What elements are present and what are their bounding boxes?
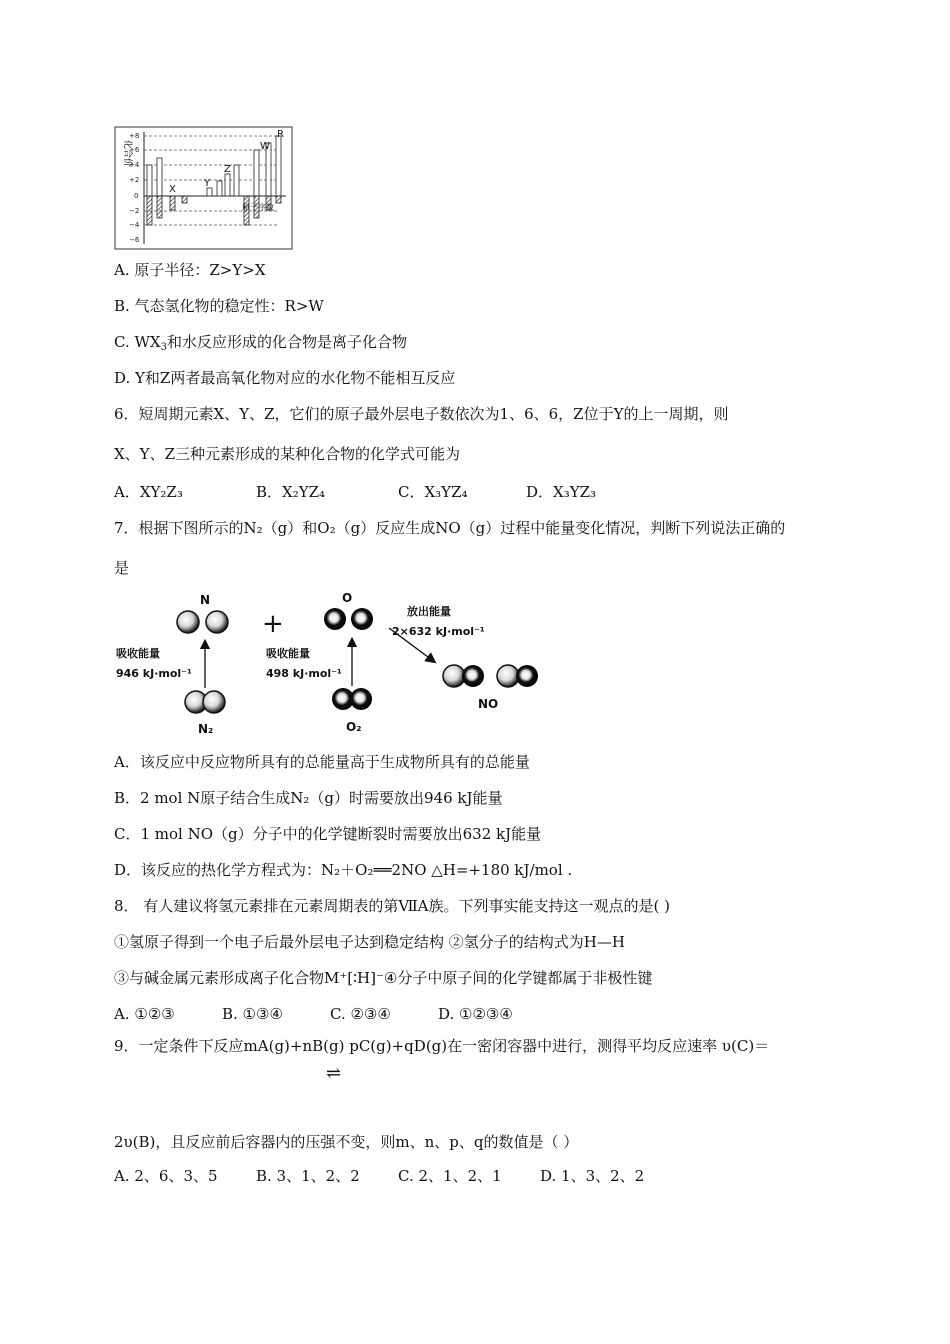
bar-pos — [157, 158, 162, 196]
absorb-energy-value-2: 498 kJ·mol⁻¹ — [266, 667, 342, 680]
bar-pos — [234, 165, 239, 196]
no-molecule-n-atom — [443, 665, 465, 687]
q6-option-d: D．X₃YZ₃ — [526, 483, 597, 501]
bar-pos — [217, 181, 222, 196]
o-atom-label: O — [342, 591, 353, 605]
n-atom — [206, 611, 228, 633]
q9-option-d: D. 1、3、2、2 — [540, 1167, 645, 1185]
q9-option-c: C. 2、1、2、1 — [398, 1167, 502, 1185]
bar-pos — [147, 165, 152, 196]
absorb-energy-label-1: 吸收能量 — [116, 647, 160, 660]
q9-stem-line2: 2υ(B)，且反应前后容器内的压强不变，则m、n、p、q的数值是（ ） — [114, 1133, 579, 1151]
q8-stem: 8． 有人建议将氢元素排在元素周期表的第ⅦA族。下列事实能支持这一观点的是( ) — [114, 897, 670, 915]
label-w: W — [260, 141, 270, 152]
q5-option-b: B. 气态氢化物的稳定性：R>W — [114, 297, 324, 315]
q6-stem-line2: X、Y、Z三种元素形成的某种化合物的化学式可能为 — [114, 445, 461, 463]
q6-option-c: C．X₃YZ₄ — [398, 483, 468, 501]
y-tick-p6: +6 — [129, 146, 140, 154]
q7-stem-line1: 7．根据下图所示的N₂（g）和O₂（g）反应生成NO（g）过程中能量变化情况，判断下列说法正确的 — [114, 519, 786, 537]
q7-option-c: C．1 mol NO（g）分子中的化学键断裂时需要放出632 kJ能量 — [114, 825, 542, 843]
q6-options — [114, 482, 596, 502]
y-tick-m6: −6 — [129, 236, 140, 244]
q7-stem-line2: 是 — [114, 559, 130, 577]
q5-option-c-post: 和水反应形成的化合物是离子化合物 — [166, 333, 407, 351]
y-tick-m2: −2 — [129, 207, 140, 215]
q8-option-b: B. ①③④ — [222, 1005, 283, 1023]
q9-option-b: B. 3、1、2、2 — [256, 1167, 360, 1185]
o2-label: O₂ — [346, 720, 362, 734]
bar-pos — [225, 174, 230, 196]
q5-option-c-pre: C. WX — [114, 333, 161, 351]
y-tick-0: 0 — [134, 192, 139, 200]
o-atom — [351, 608, 373, 630]
energy-diagram-figure — [114, 588, 554, 738]
y-tick-p4: +4 — [129, 161, 140, 169]
absorb-energy-value-1: 946 kJ·mol⁻¹ — [116, 667, 192, 680]
label-x: X — [169, 184, 176, 195]
q7-option-d: D．该反应的热化学方程式为：N₂＋O₂══2NO △H=+180 kJ/mol . — [114, 861, 573, 879]
q7-option-b: B．2 mol N原子结合生成N₂（g）时需要放出946 kJ能量 — [114, 789, 503, 807]
bar-pos — [254, 150, 259, 196]
bar-neg — [157, 196, 162, 218]
q6-option-b: B．X₂YZ₄ — [256, 483, 326, 501]
bar-pos — [276, 136, 281, 196]
q9-option-a: A. 2、6、3、5 — [114, 1167, 218, 1185]
no-molecule-o-atom — [462, 665, 484, 687]
absorb-energy-label-2: 吸收能量 — [266, 647, 310, 660]
q8-option-c: C. ②③④ — [330, 1005, 391, 1023]
label-r: R — [277, 129, 284, 140]
q5-option-a: A. 原子半径：Z>Y>X — [114, 261, 266, 279]
q6-option-a: A．XY₂Z₃ — [114, 483, 183, 501]
y-tick-p8: +8 — [129, 132, 140, 140]
bar-neg — [170, 196, 175, 210]
release-energy-label: 放出能量 — [407, 605, 451, 618]
bar-neg — [182, 196, 187, 203]
n-atom-label: N — [200, 593, 211, 607]
no-molecule-n-atom — [497, 665, 519, 687]
q9-stem-line1: 9．一定条件下反应mA(g)+nB(g) pC(g)+qD(g)在一密闭容器中进行，测得平均反应速率 υ(C)＝ — [114, 1037, 770, 1055]
q9-reversible-arrow: ⇌ — [326, 1063, 342, 1084]
valence-chart-figure — [114, 126, 294, 251]
plus-sign: + — [262, 609, 284, 639]
q8-option-d: D. ①②③④ — [438, 1005, 513, 1023]
n2-label: N₂ — [198, 722, 214, 736]
q8-statements-1: ①氢原子得到一个电子后最外层电子达到稳定结构 ②氢分子的结构式为H—H — [114, 933, 625, 951]
n2-molecule-atom — [203, 691, 225, 713]
q8-option-a: A. ①②③ — [114, 1005, 175, 1023]
label-y: Y — [204, 178, 211, 189]
no-label: NO — [478, 697, 499, 711]
q9-options — [114, 1166, 644, 1186]
n-atom — [177, 611, 199, 633]
q5-option-c-sub: 3 — [160, 342, 167, 353]
q5-option-d: D. Y和Z两者最高氧化物对应的水化物不能相互反应 — [114, 369, 456, 387]
no-molecule-o-atom — [516, 665, 538, 687]
y-axis-label: 化合价 — [122, 140, 132, 168]
q7-option-a: A．该反应中反应物所具有的总能量高于生成物所具有的总能量 — [114, 753, 530, 771]
bar-pos — [207, 188, 212, 196]
label-z: Z — [224, 164, 231, 175]
q6-stem-line1: 6．短周期元素X、Y、Z，它们的原子最外层电子数依次为1、6、6，Z位于Y的上一周期，则 — [114, 405, 729, 423]
q8-statements-2: ③与碱金属元素形成离子化合物M⁺[∶H]⁻④分子中原子间的化学键都属于非极性键 — [114, 969, 653, 987]
x-axis-label: 原子序数 — [242, 203, 274, 212]
release-energy-value: 2×632 kJ·mol⁻¹ — [392, 625, 485, 638]
q8-options — [114, 1004, 513, 1024]
q5-option-c — [114, 332, 407, 352]
bar-neg — [276, 196, 281, 203]
bar-neg — [147, 196, 152, 225]
o-atom — [324, 608, 346, 630]
o2-molecule-atom — [350, 688, 372, 710]
y-tick-p2: +2 — [129, 176, 140, 184]
y-tick-m4: −4 — [129, 221, 140, 229]
